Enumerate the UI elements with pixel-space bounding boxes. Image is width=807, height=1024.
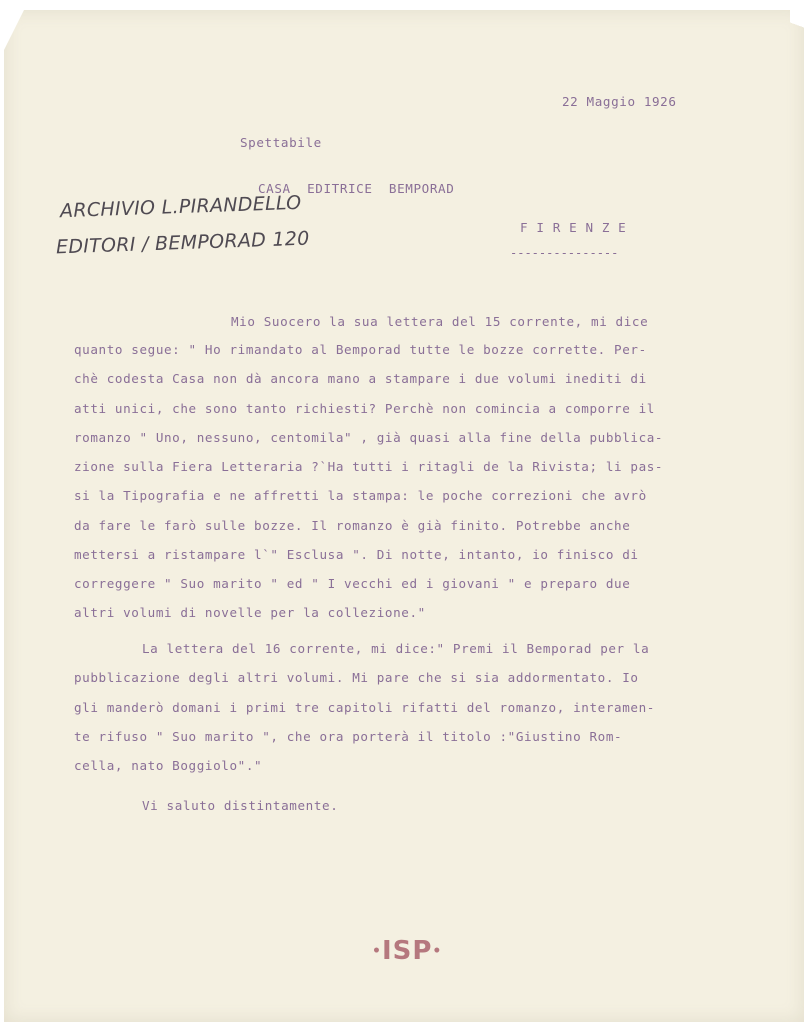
body-line: mettersi a ristampare l`" Esclusa ". Di notte, intanto, io finisco di <box>74 547 639 562</box>
addressee: CASA EDITRICE BEMPORAD <box>258 181 455 196</box>
body-line: romanzo " Uno, nessuno, centomila" , già quasi alla fine della pubblica- <box>74 430 664 445</box>
body-line: gli manderò domani i primi tre capitoli rifatti del romanzo, interamen- <box>74 700 655 715</box>
folded-corner <box>4 10 24 50</box>
body-line: Mio Suocero la sua lettera del 15 corrente, mi dice <box>231 314 649 329</box>
body-line: zione sulla Fiera Letteraria ?`Ha tutti i ritagli de la Rivista; li pas- <box>74 459 664 474</box>
body-line: altri volumi di novelle per la collezione." <box>74 605 426 620</box>
body-line: si la Tipografia e ne affretti la stampa: le poche correzioni che avrò <box>74 488 647 503</box>
body-line: atti unici, che sono tanto richiesti? Perchè non comincia a comporre il <box>74 401 655 416</box>
salutation: Spettabile <box>240 135 322 150</box>
stamp-dot-icon: • <box>372 943 382 960</box>
closing-line: Vi saluto distintamente. <box>142 798 339 813</box>
stamp-dot-icon: • <box>432 943 443 960</box>
body-line: cella, nato Boggiolo"." <box>74 758 263 773</box>
body-line: te rifuso " Suo marito ", che ora porterà il titolo :"Giustino Rom- <box>74 729 623 744</box>
body-line: correggere " Suo marito " ed " I vecchi ed i giovani " e preparo due <box>74 576 631 591</box>
city: F I R E N Z E <box>520 220 627 235</box>
torn-corner <box>790 10 804 40</box>
body-line: pubblicazione degli altri volumi. Mi pare che si sia addormentato. Io <box>74 670 639 685</box>
body-line: quanto segue: " Ho rimandato al Bemporad tutte le bozze corrette. Per- <box>74 342 647 357</box>
archive-annotation-line1: ARCHIVIO L.PIRANDELLO <box>59 191 302 223</box>
stamp-text: ISP <box>381 936 433 966</box>
city-underline: --------------- <box>510 246 619 260</box>
body-line: La lettera del 16 corrente, mi dice:" Premi il Bemporad per la <box>142 641 650 656</box>
archive-annotation-line2: EDITORI / BEMPORAD 120 <box>55 227 310 259</box>
body-line: chè codesta Casa non dà ancora mano a stampare i due volumi inediti di <box>74 371 647 386</box>
body-line: da fare le farò sulle bozze. Il romanzo è già finito. Potrebbe anche <box>74 518 631 533</box>
isp-stamp <box>372 936 442 966</box>
letter-sheet <box>4 10 804 1022</box>
letter-date: 22 Maggio 1926 <box>562 94 677 109</box>
